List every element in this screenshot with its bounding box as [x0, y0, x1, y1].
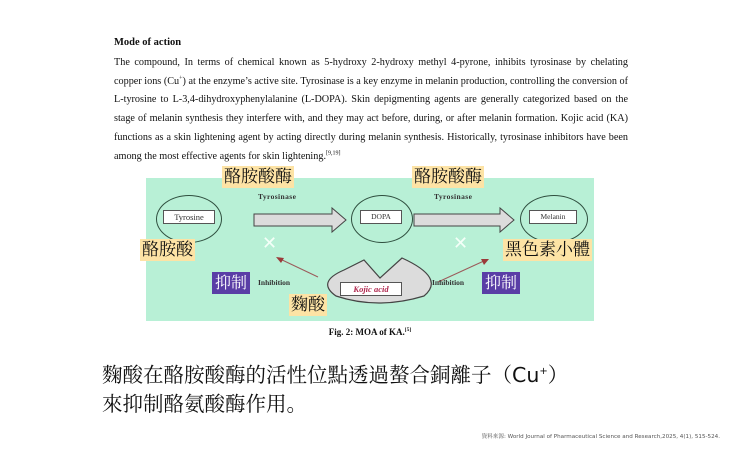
section-paragraph: [114, 54, 628, 166]
zh-inhibit-label-2: 抑制: [482, 272, 520, 294]
zh-enzyme-label-2: 酪胺酸酶: [414, 167, 482, 187]
inhibition-label-2: Inhibition: [432, 278, 465, 287]
caption-text: Fig. 2: MOA of KA.: [328, 327, 405, 337]
enzyme-label-2: Tyrosinase: [434, 192, 473, 201]
summary-line-1-close: ）: [547, 363, 569, 387]
tyrosine-box: Tyrosine: [163, 210, 215, 224]
dopa-box: DOPA: [360, 210, 402, 224]
enzyme-label-1: Tyrosinase: [258, 192, 297, 201]
section-heading: Mode of action: [114, 37, 182, 48]
superscript-plus: +: [179, 75, 183, 82]
zh-melanin-label: 黑色素小體: [505, 240, 590, 260]
summary-line-2: 來抑制酪氨酸酶作用。: [102, 392, 307, 416]
figure-caption: [0, 327, 740, 337]
paragraph-text-2: ) at the enzyme’s active site. Tyrosinase is a key enzyme in melanin production, controlling the conversion of L-tyrosine to L-3,4-dihydroxyphenylalanine (L-DOPA). Skin depigmenting agents are generally categorized based on the stage of melanin synthesis they interfere with, and they may act before, during, or after melanin formation. Kojic acid (KA) functions as a skin lightening agent by acting directly during melanin synthesis. Historically, tyrosinase inhibitors have been among the most effective agents for skin lightening.: [114, 75, 628, 162]
inhibition-label-1: Inhibition: [258, 278, 291, 287]
zh-enzyme-label-1: 酪胺酸酶: [224, 167, 292, 187]
caption-ref: [5]: [404, 327, 412, 333]
paragraph-text-1: The compound, In terms of chemical known as 5-hydroxy 2-hydroxy methyl 4-pyrone, inhibits tyrosinase by chelating copper ions (Cu: [114, 57, 628, 87]
zh-inhibit-label-1: 抑制: [212, 272, 250, 294]
kojic-acid-box: Kojic acid: [340, 282, 402, 296]
summary-sup: +: [539, 366, 548, 378]
summary-line-1-text: 麴酸在酪胺酸酶的活性位點透過螯合銅離子（Cu: [102, 363, 540, 387]
zh-kojic-label: 麴酸: [291, 295, 325, 315]
citation: [9,19]: [326, 150, 341, 157]
melanin-box: Melanin: [529, 210, 577, 224]
blocked-x-icon-2: ✕: [453, 233, 469, 254]
zh-tyrosine-label: 酪胺酸: [142, 240, 193, 260]
summary-text: [102, 361, 568, 419]
summary-line-1: [102, 361, 568, 390]
source-citation: 資料來源: World Journal of Pharmaceutical Science and Research,2025, 4(1), 515-524.: [481, 434, 720, 440]
paper-excerpt: [114, 36, 628, 166]
blocked-x-icon-1: ✕: [262, 233, 278, 254]
